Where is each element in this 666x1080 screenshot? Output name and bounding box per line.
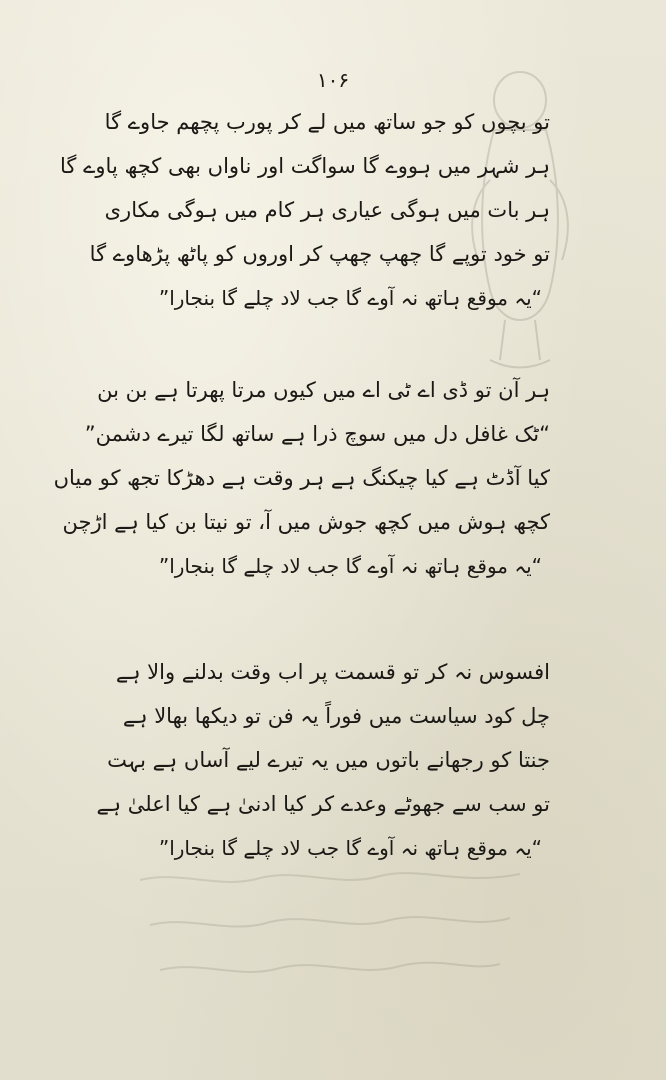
verse-line: ہر بات میں ہوگی عیاری ہر کام میں ہوگی مکاری bbox=[104, 198, 550, 222]
verse-line: افسوس نہ کر تو قسمت پر اب وقت بدلنے والا ہے bbox=[115, 660, 550, 684]
bleed-through-text bbox=[120, 860, 540, 1000]
verse-line: تو بچوں کو جو ساتھ میں لے کر پورب پچھم جاوے گا bbox=[104, 110, 550, 134]
verse-line: تو سب سے جھوٹے وعدے کر کیا ادنیٰ ہے کیا اعلیٰ ہے bbox=[96, 792, 550, 816]
refrain-line: “یہ موقع ہاتھ نہ آوے گا جب لاد چلے گا بنجارا” bbox=[158, 554, 542, 578]
verse-line: چل کود سیاست میں فوراً یہ فن تو دیکھا بھالا ہے bbox=[122, 704, 550, 728]
refrain-line: “یہ موقع ہاتھ نہ آوے گا جب لاد چلے گا بنجارا” bbox=[158, 836, 542, 860]
page-number: ۱۰۶ bbox=[316, 68, 350, 92]
verse-line: جنتا کو رجھانے باتوں میں یہ تیرے لیے آساں ہے بہت bbox=[107, 748, 550, 772]
refrain-line: “یہ موقع ہاتھ نہ آوے گا جب لاد چلے گا بنجارا” bbox=[158, 286, 542, 310]
verse-line: “ٹک غافل دل میں سوچ ذرا ہے ساتھ لگا تیرے دشمن” bbox=[84, 422, 550, 446]
verse-line: کیا آڈٹ ہے کیا چیکنگ ہے ہر وقت ہے دھڑکا تجھ کو میاں bbox=[53, 466, 550, 490]
stanza-2 bbox=[53, 368, 550, 588]
verse-line: تو خود توپے گا چھپ چھپ کر اوروں کو پاٹھ پڑھاوے گا bbox=[89, 242, 550, 266]
verse-line: ہر شہر میں ہووے گا سواگت اور ناواں بھی کچھ پاوے گا bbox=[60, 154, 550, 178]
verse-line: کچھ ہوش میں کچھ جوش میں آ، تو نیتا بن کیا ہے اڑچن bbox=[62, 510, 550, 534]
stanza-1 bbox=[60, 100, 550, 320]
stanza-3 bbox=[96, 650, 550, 870]
verse-line: ہر آن تو ڈی اے ٹی اے میں کیوں مرتا پھرتا ہے بن بن bbox=[97, 378, 550, 402]
